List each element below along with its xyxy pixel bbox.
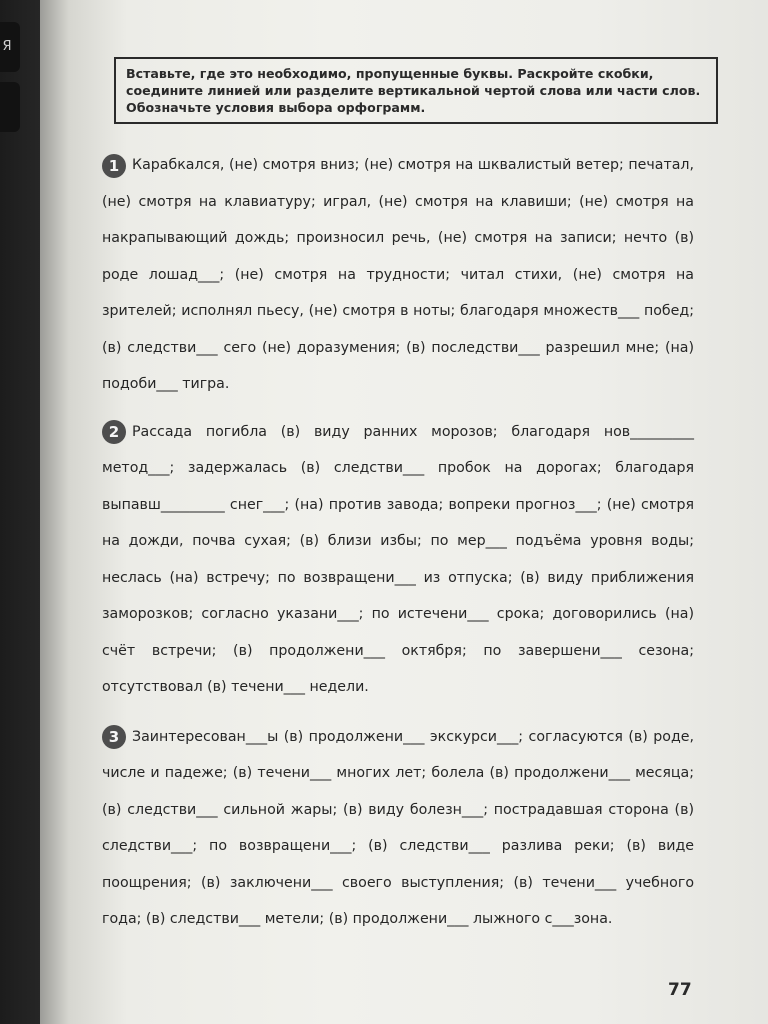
exercise-text: Карабкался, (не) смотря вниз; (не) смотря на шквалистый ветер; печатал, (не) смотря на клавиатуру; играл, (не) смотря на клавиши; (не) смотря на накрапывающий дождь; произносил речь, (не) смотря на записи; нечто (в) роде лошад___; (не) смотря на трудности; читал стихи, (не) смотря на зрителей; исполнял пьесу, (не) смотря в ноты; благодаря множеств___ побед; (в) следстви___ сего (не) доразумения; (в) последстви___ разрешил мне; (на) подоби___ тигра.	[102, 157, 694, 392]
instruction-box: Вставьте, где это необходимо, пропущенные буквы. Раскройте скобки, соедините линией или разделите вертикальной чертой слова или части слов. Обозначьте условия выбора орфограмм.	[114, 57, 718, 124]
page-number: 77	[668, 980, 692, 1000]
exercise-number-badge: 3	[102, 725, 126, 749]
exercises	[102, 150, 694, 938]
exercise-number-badge: 1	[102, 154, 126, 178]
laptop-key-lower	[0, 82, 20, 132]
exercise-text: Рассада погибла (в) виду ранних морозов; благодаря нов_________ метод___; задержалась (в) следстви___ пробок на дорогах; благодаря выпавш_________ снег___; (на) против завода; вопреки прогноз___; (не) смотря на дожди, почва сухая; (в) близи избы; по мер___ подъёма уровня воды; неслась (на) встречу; по возвращени___ из отпуска; (в) виду приближения заморозков; согласно указани___; по истечени___ срока; договорились (на) счёт встречи; (в) продолжени___ октября; по завершени___ сезона; отсутствовал (в) течени___ недели.	[102, 423, 694, 695]
exercise-1	[102, 147, 694, 403]
laptop-key: Я	[0, 22, 20, 72]
textbook-page	[40, 0, 768, 1024]
exercise-text: Заинтересован___ы (в) продолжени___ экскурси___; согласуются (в) роде, числе и падеже; (в) течени___ многих лет; болела (в) продолжени___ месяца; (в) следстви___ сильной жары; (в) виду болезн___; пострадавшая сторона (в) следстви___; по возвращени___; (в) следстви___ разлива реки; (в) виде поощрения; (в) заключени___ своего выступления; (в) течени___ учебного года; (в) следстви___ метели; (в) продолжени___ лыжного с___зона.	[102, 728, 694, 927]
exercise-3	[102, 719, 694, 938]
exercise-number-badge: 2	[102, 420, 126, 444]
exercise-2	[102, 414, 694, 706]
